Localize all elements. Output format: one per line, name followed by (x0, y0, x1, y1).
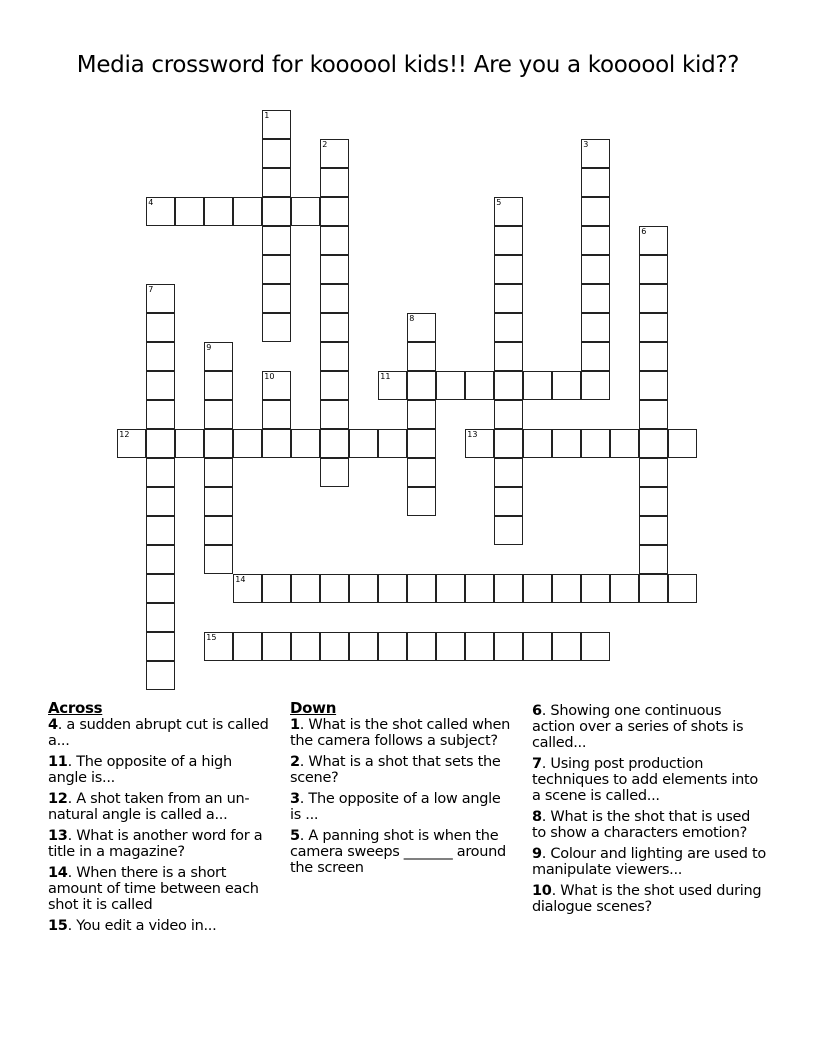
clue-number: 8 (532, 809, 542, 825)
grid-cell[interactable] (581, 284, 610, 313)
grid-cell[interactable] (146, 313, 175, 342)
grid-cell[interactable] (407, 487, 436, 516)
down-clues (290, 700, 515, 881)
grid-cell[interactable] (639, 400, 668, 429)
grid-cell[interactable] (523, 429, 552, 458)
grid-cell[interactable] (262, 255, 291, 284)
grid-cell[interactable] (291, 429, 320, 458)
cell-number: 6 (641, 227, 647, 237)
cell-number: 15 (206, 633, 217, 643)
clue-number: 3 (290, 791, 300, 807)
grid-cell[interactable] (494, 400, 523, 429)
grid-cell[interactable] (262, 168, 291, 197)
grid-cell[interactable] (552, 574, 581, 603)
grid-cell[interactable] (175, 197, 204, 226)
grid-cell[interactable] (494, 313, 523, 342)
grid-cell[interactable] (320, 197, 349, 226)
grid-cell[interactable] (204, 516, 233, 545)
grid-cell[interactable] (581, 313, 610, 342)
grid-cell[interactable] (320, 342, 349, 371)
grid-cell[interactable] (146, 632, 175, 661)
grid-cell[interactable] (494, 255, 523, 284)
grid-cell[interactable] (378, 574, 407, 603)
grid-cell[interactable] (581, 632, 610, 661)
grid-cell[interactable] (146, 429, 175, 458)
clue-text: Showing one continuous action over a series of shots is called... (532, 703, 744, 751)
grid-cell[interactable] (494, 516, 523, 545)
grid-cell[interactable] (552, 632, 581, 661)
grid-cell[interactable] (320, 313, 349, 342)
clue: 2. What is a shot that sets the scene? (290, 754, 501, 786)
grid-cell[interactable] (146, 516, 175, 545)
grid-cell[interactable] (494, 197, 523, 226)
grid-cell[interactable] (407, 342, 436, 371)
grid-cell[interactable] (552, 429, 581, 458)
cell-number: 7 (148, 285, 154, 295)
grid-cell[interactable] (204, 545, 233, 574)
grid-cell[interactable] (639, 313, 668, 342)
clue-text: When there is a short amount of time between each shot it is called (48, 865, 259, 913)
grid-cell[interactable] (291, 632, 320, 661)
cell-number: 10 (264, 372, 275, 382)
grid-cell[interactable] (494, 342, 523, 371)
grid-cell[interactable] (262, 574, 291, 603)
clue-number: 13 (48, 828, 68, 844)
clue-number: 7 (532, 756, 542, 772)
grid-cell[interactable] (320, 400, 349, 429)
grid-cell[interactable] (146, 603, 175, 632)
clue: 11. The opposite of a high angle is... (48, 754, 232, 786)
grid-cell[interactable] (262, 632, 291, 661)
grid-cell[interactable] (639, 545, 668, 574)
cell-number: 11 (380, 372, 391, 382)
grid-cell[interactable] (233, 632, 262, 661)
grid-cell[interactable] (233, 197, 262, 226)
grid-cell[interactable] (262, 139, 291, 168)
grid-cell[interactable] (494, 487, 523, 516)
clue: 7. Using post production techniques to add elements into a scene is called... (532, 756, 758, 804)
clue: 3. The opposite of a low angle is ... (290, 791, 501, 823)
clue: 10. What is the shot used during dialogue scenes? (532, 883, 762, 915)
grid-cell[interactable] (204, 429, 233, 458)
grid-cell[interactable] (639, 516, 668, 545)
grid-cell[interactable] (175, 429, 204, 458)
across-heading: Across (48, 699, 103, 717)
cell-number: 9 (206, 343, 212, 353)
clue-text: What is the shot called when the camera follows a subject? (290, 717, 511, 749)
across-clues (48, 700, 273, 939)
grid-cell[interactable] (639, 255, 668, 284)
grid-cell[interactable] (204, 400, 233, 429)
grid-cell[interactable] (523, 632, 552, 661)
grid-cell[interactable] (552, 371, 581, 400)
grid-cell[interactable] (639, 342, 668, 371)
cell-number: 8 (409, 314, 415, 324)
clue-number: 1 (290, 717, 300, 733)
clue-text: a sudden abrupt cut is called a... (48, 717, 269, 749)
down-heading: Down (290, 699, 337, 717)
grid-cell[interactable] (146, 487, 175, 516)
clue-text: A shot taken from an un-natural angle is called a... (48, 791, 250, 823)
grid-cell[interactable] (407, 632, 436, 661)
grid-cell[interactable] (639, 487, 668, 516)
grid-cell[interactable] (668, 429, 697, 458)
grid-cell[interactable] (494, 284, 523, 313)
clue-number: 9 (532, 846, 542, 862)
clue: 9. Colour and lighting are used to manipulate viewers... (532, 846, 766, 878)
grid-cell[interactable] (204, 487, 233, 516)
grid-cell[interactable] (320, 168, 349, 197)
grid-cell[interactable] (523, 371, 552, 400)
grid-cell[interactable] (349, 632, 378, 661)
grid-cell[interactable] (581, 139, 610, 168)
clue-number: 5 (290, 828, 300, 844)
grid-cell[interactable] (262, 110, 291, 139)
clue-text: Using post production techniques to add elements into a scene is called... (532, 756, 758, 804)
grid-cell[interactable] (146, 342, 175, 371)
cell-number: 13 (467, 430, 478, 440)
clue: 1. What is the shot called when the camera follows a subject? (290, 717, 511, 749)
grid-cell[interactable] (320, 255, 349, 284)
grid-cell[interactable] (262, 284, 291, 313)
grid-cell[interactable] (407, 313, 436, 342)
clue-number: 6 (532, 703, 542, 719)
grid-cell[interactable] (262, 313, 291, 342)
grid-cell[interactable] (262, 400, 291, 429)
grid-cell[interactable] (204, 371, 233, 400)
grid-cell[interactable] (146, 371, 175, 400)
grid-cell[interactable] (436, 574, 465, 603)
grid-cell[interactable] (639, 574, 668, 603)
clue-text: A panning shot is when the camera sweeps _______ around the screen (290, 828, 506, 876)
grid-cell[interactable] (146, 545, 175, 574)
grid-cell[interactable] (146, 661, 175, 690)
grid-cell[interactable] (581, 255, 610, 284)
grid-cell[interactable] (639, 458, 668, 487)
cell-number: 14 (235, 575, 246, 585)
grid-cell[interactable] (233, 429, 262, 458)
clue-text: Colour and lighting are used to manipulate viewers... (532, 846, 766, 878)
grid-cell[interactable] (320, 458, 349, 487)
cell-number: 2 (322, 140, 328, 150)
grid-cell[interactable] (523, 574, 552, 603)
grid-cell[interactable] (494, 429, 523, 458)
grid-cell[interactable] (378, 632, 407, 661)
grid-cell[interactable] (204, 342, 233, 371)
grid-cell[interactable] (262, 371, 291, 400)
grid-cell[interactable] (494, 458, 523, 487)
grid-cell[interactable] (378, 429, 407, 458)
grid-cell[interactable] (378, 371, 407, 400)
grid-cell[interactable] (262, 429, 291, 458)
clue-number: 4 (48, 717, 58, 733)
grid-cell[interactable] (146, 284, 175, 313)
grid-cell[interactable] (610, 574, 639, 603)
grid-cell[interactable] (320, 632, 349, 661)
clue-text: What is the shot that is used to show a characters emotion? (532, 809, 751, 841)
grid-cell[interactable] (668, 574, 697, 603)
grid-cell[interactable] (407, 458, 436, 487)
clue-number: 11 (48, 754, 68, 770)
clue: 13. What is another word for a title in a magazine? (48, 828, 263, 860)
grid-cell[interactable] (262, 226, 291, 255)
grid-cell[interactable] (610, 429, 639, 458)
grid-cell[interactable] (436, 371, 465, 400)
grid-cell[interactable] (233, 574, 262, 603)
cell-number: 5 (496, 198, 502, 208)
grid-cell[interactable] (407, 429, 436, 458)
grid-cell[interactable] (320, 429, 349, 458)
grid-cell[interactable] (581, 371, 610, 400)
grid-cell[interactable] (639, 284, 668, 313)
grid-cell[interactable] (581, 197, 610, 226)
grid-cell[interactable] (291, 574, 320, 603)
clue: 8. What is the shot that is used to show a characters emotion? (532, 809, 751, 841)
clue-number: 2 (290, 754, 300, 770)
clue: 4. a sudden abrupt cut is called a... (48, 717, 269, 749)
clue: 14. When there is a short amount of time between each shot it is called (48, 865, 259, 913)
grid-cell[interactable] (581, 168, 610, 197)
grid-cell[interactable] (262, 197, 291, 226)
grid-cell[interactable] (349, 574, 378, 603)
cell-number: 1 (264, 111, 270, 121)
down-clues-continued (532, 703, 767, 920)
cell-number: 4 (148, 198, 154, 208)
clue: 12. A shot taken from an un-natural angle is called a... (48, 791, 250, 823)
grid-cell[interactable] (581, 574, 610, 603)
clue-text: You edit a video in... (76, 918, 217, 934)
cell-number: 3 (583, 140, 589, 150)
grid-cell[interactable] (639, 371, 668, 400)
clue-number: 10 (532, 883, 552, 899)
grid-cell[interactable] (436, 632, 465, 661)
grid-cell[interactable] (349, 429, 378, 458)
grid-cell[interactable] (494, 371, 523, 400)
grid-cell[interactable] (320, 284, 349, 313)
grid-cell[interactable] (407, 371, 436, 400)
grid-cell[interactable] (465, 632, 494, 661)
grid-cell[interactable] (320, 371, 349, 400)
clue: 6. Showing one continuous action over a series of shots is called... (532, 703, 744, 751)
grid-cell[interactable] (320, 139, 349, 168)
clue-number: 14 (48, 865, 68, 881)
grid-cell[interactable] (146, 197, 175, 226)
grid-cell[interactable] (581, 429, 610, 458)
grid-cell[interactable] (117, 429, 146, 458)
grid-cell[interactable] (465, 574, 494, 603)
clue-text: The opposite of a low angle is ... (290, 791, 501, 823)
grid-cell[interactable] (639, 429, 668, 458)
clue-number: 15 (48, 918, 68, 934)
grid-cell[interactable] (320, 574, 349, 603)
grid-cell[interactable] (407, 400, 436, 429)
grid-cell[interactable] (146, 458, 175, 487)
clue-text: The opposite of a high angle is... (48, 754, 232, 786)
clue-text: What is a shot that sets the scene? (290, 754, 501, 786)
grid-cell[interactable] (639, 226, 668, 255)
grid-cell[interactable] (465, 429, 494, 458)
grid-cell[interactable] (204, 197, 233, 226)
cell-number: 12 (119, 430, 130, 440)
grid-cell[interactable] (320, 226, 349, 255)
grid-cell[interactable] (494, 632, 523, 661)
page-title: Media crossword for koooool kids!! Are you a koooool kid?? (76, 52, 740, 78)
clue-text: What is the shot used during dialogue scenes? (532, 883, 762, 915)
clue: 15. You edit a video in... (48, 918, 217, 934)
grid-cell[interactable] (204, 458, 233, 487)
grid-cell[interactable] (494, 574, 523, 603)
clue: 5. A panning shot is when the camera sweeps _______ around the screen (290, 828, 506, 876)
grid-cell[interactable] (581, 342, 610, 371)
clue-text: What is another word for a title in a magazine? (48, 828, 263, 860)
grid-cell[interactable] (407, 574, 436, 603)
grid-cell[interactable] (494, 226, 523, 255)
grid-cell[interactable] (581, 226, 610, 255)
clue-number: 12 (48, 791, 68, 807)
grid-cell[interactable] (146, 574, 175, 603)
grid-cell[interactable] (146, 400, 175, 429)
grid-cell[interactable] (291, 197, 320, 226)
grid-cell[interactable] (465, 371, 494, 400)
grid-cell[interactable] (204, 632, 233, 661)
